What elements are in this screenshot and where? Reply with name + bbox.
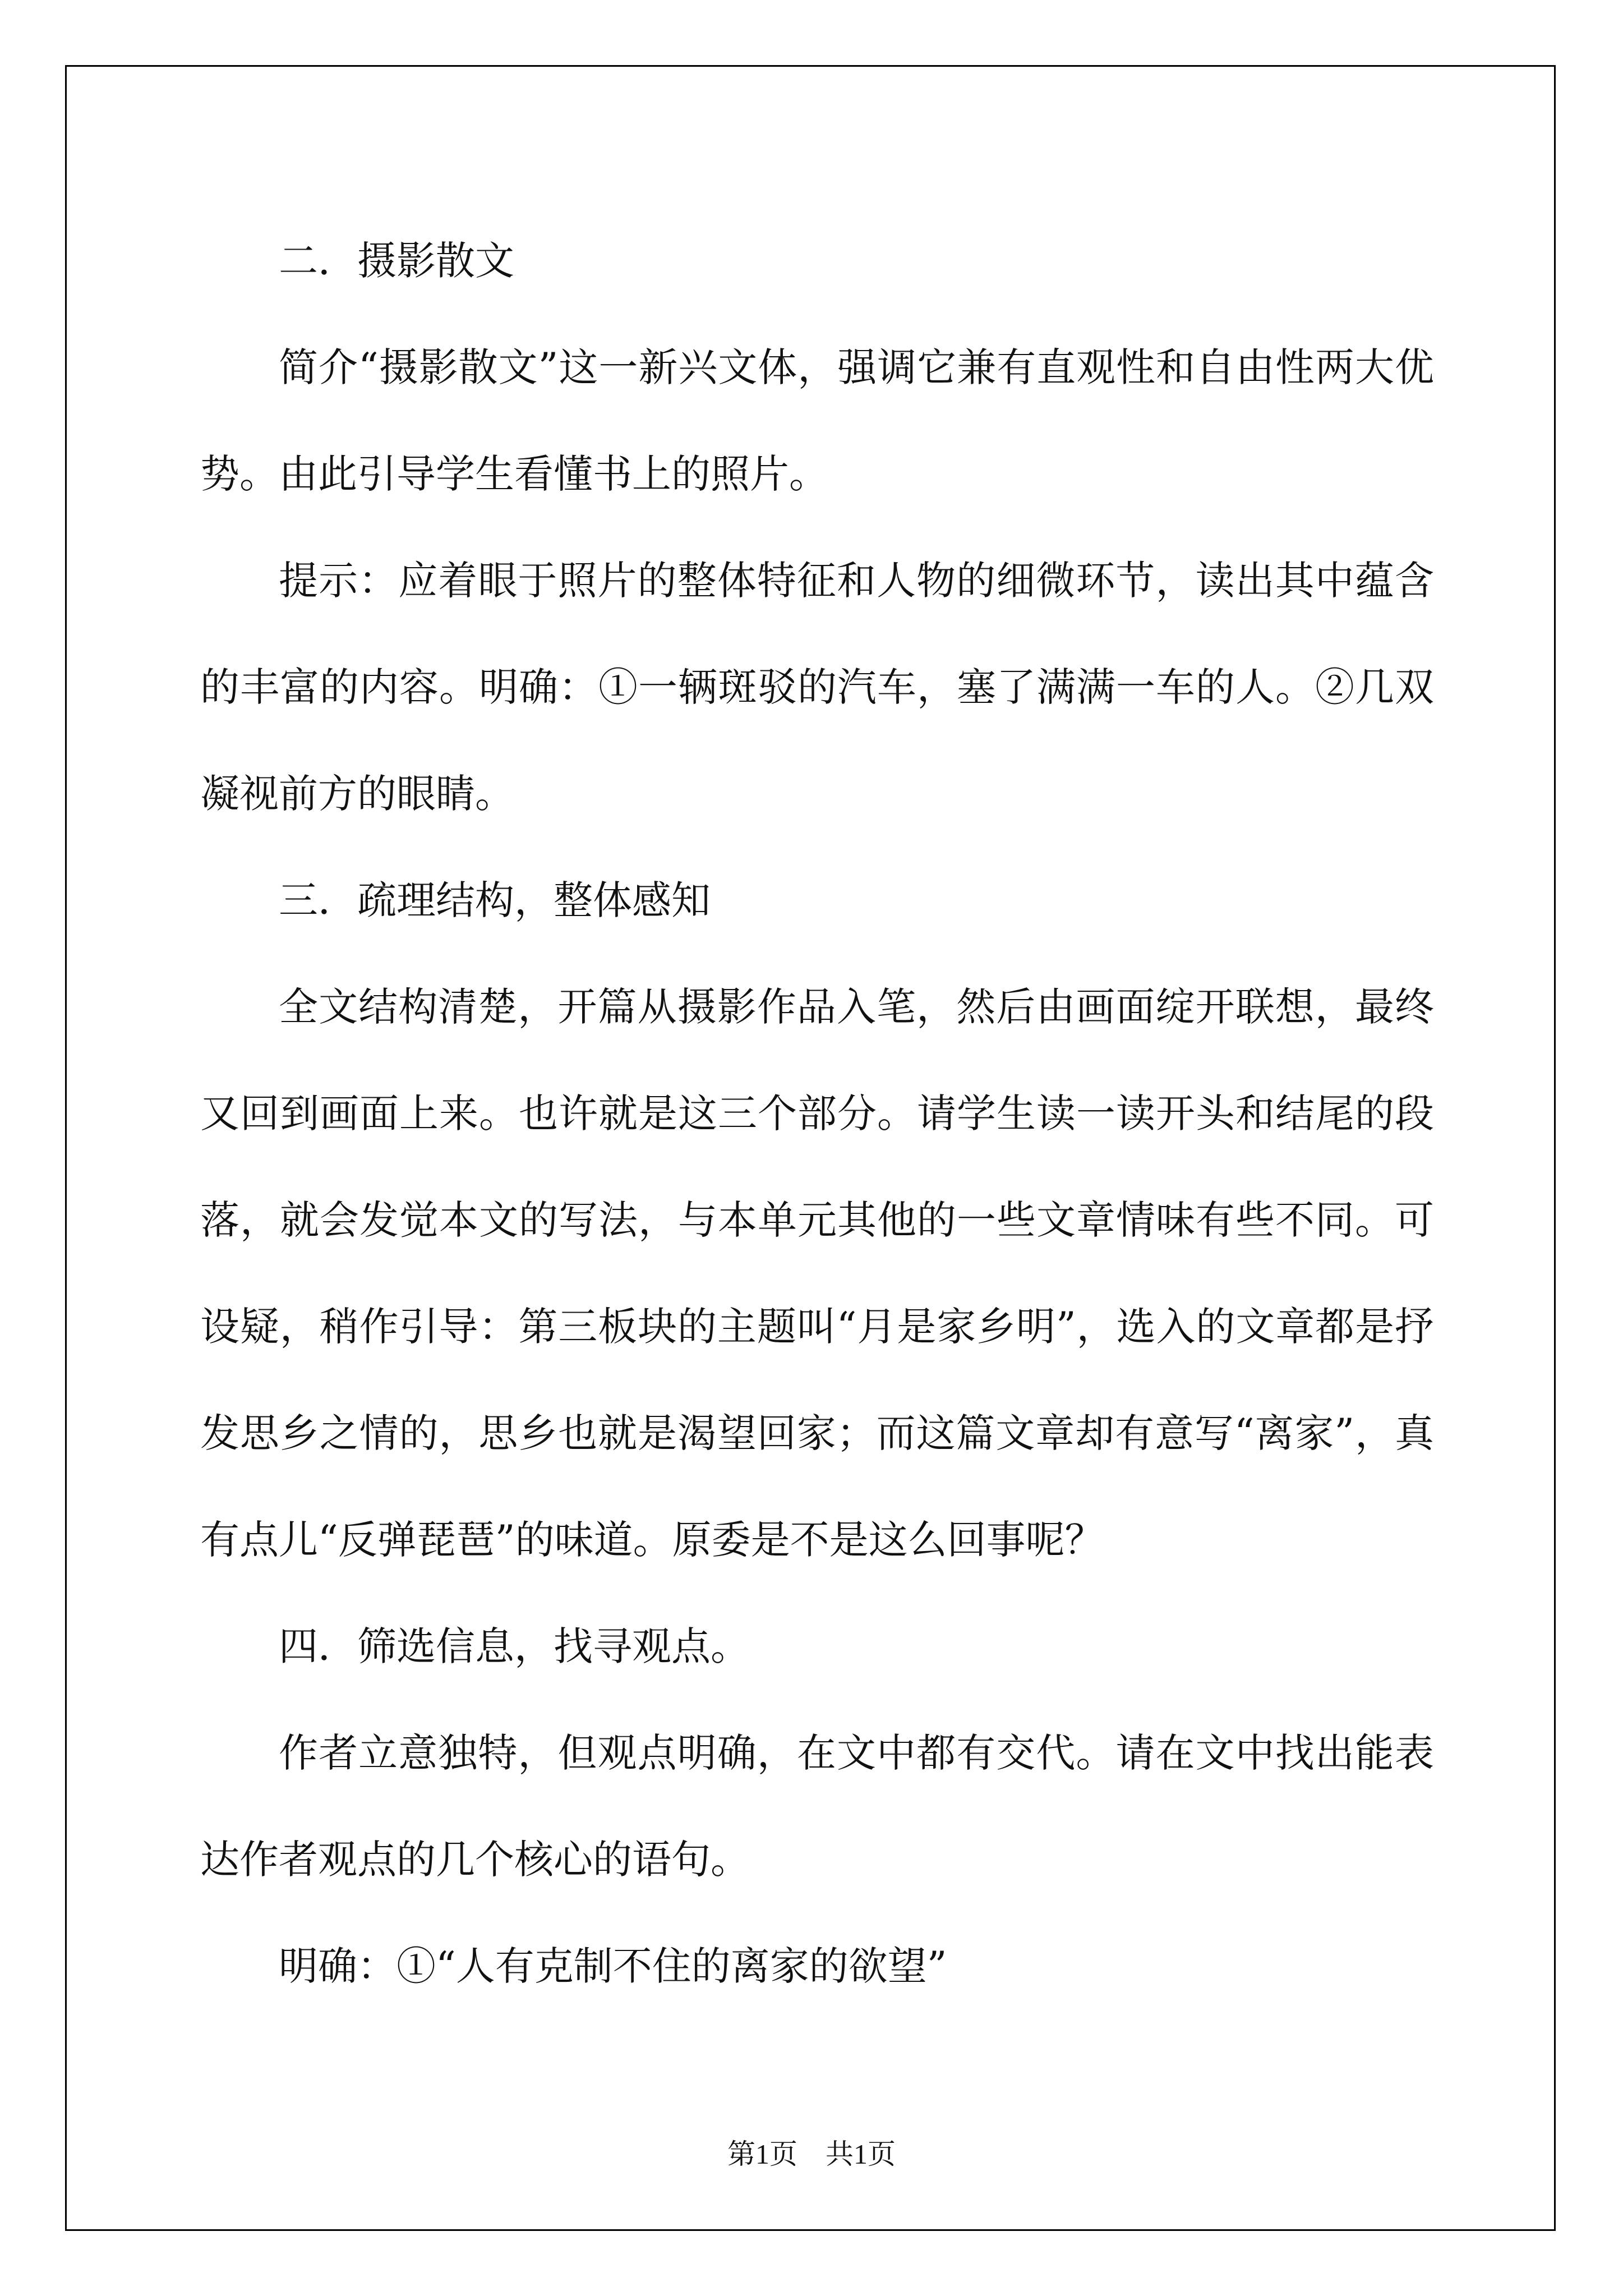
paragraph: 简介“摄影散文”这一新兴文体，强调它兼有直观性和自由性两大优势。由此引导学生看懂书上的照片。 (200, 344, 1434, 497)
paragraph: 提示：应着眼于照片的整体特征和人物的细微环节，读出其中蕴含的丰富的内容。明确：①一辆斑驳的汽车，塞了满满一车的人。②几双凝视前方的眼睛。 (200, 558, 1434, 817)
paragraph: 全文结构清楚，开篇从摄影作品入笔，然后由画面绽开联想，最终又回到画面上来。也许就是这三个部分。请学生读一读开头和结尾的段落，就会发觉本文的写法，与本单元其他的一些文章情味有些不同。可设疑，稍作引导：第三板块的主题叫“月是家乡明”，选入的文章都是抒发思乡之情的，思乡也就是渴望回家；而这篇文章却有意写“离家”，真有点儿“反弹琵琶”的味道。原委是不是这么回事呢？ (200, 984, 1434, 1563)
page-footer: 第1页 共1页 (727, 2138, 896, 2170)
document-body (200, 208, 1434, 2019)
paragraph: 作者立意独特，但观点明确，在文中都有交代。请在文中找出能表达作者观点的几个核心的语句。 (200, 1730, 1434, 1883)
section-heading-3: 三．疏理结构，整体感知 (279, 877, 711, 923)
paragraph: 明确：①“人有克制不住的离家的欲望” (279, 1943, 947, 1989)
section-heading-4: 四．筛选信息，找寻观点。 (279, 1623, 750, 1669)
section-heading-2: 二．摄影散文 (279, 238, 514, 284)
